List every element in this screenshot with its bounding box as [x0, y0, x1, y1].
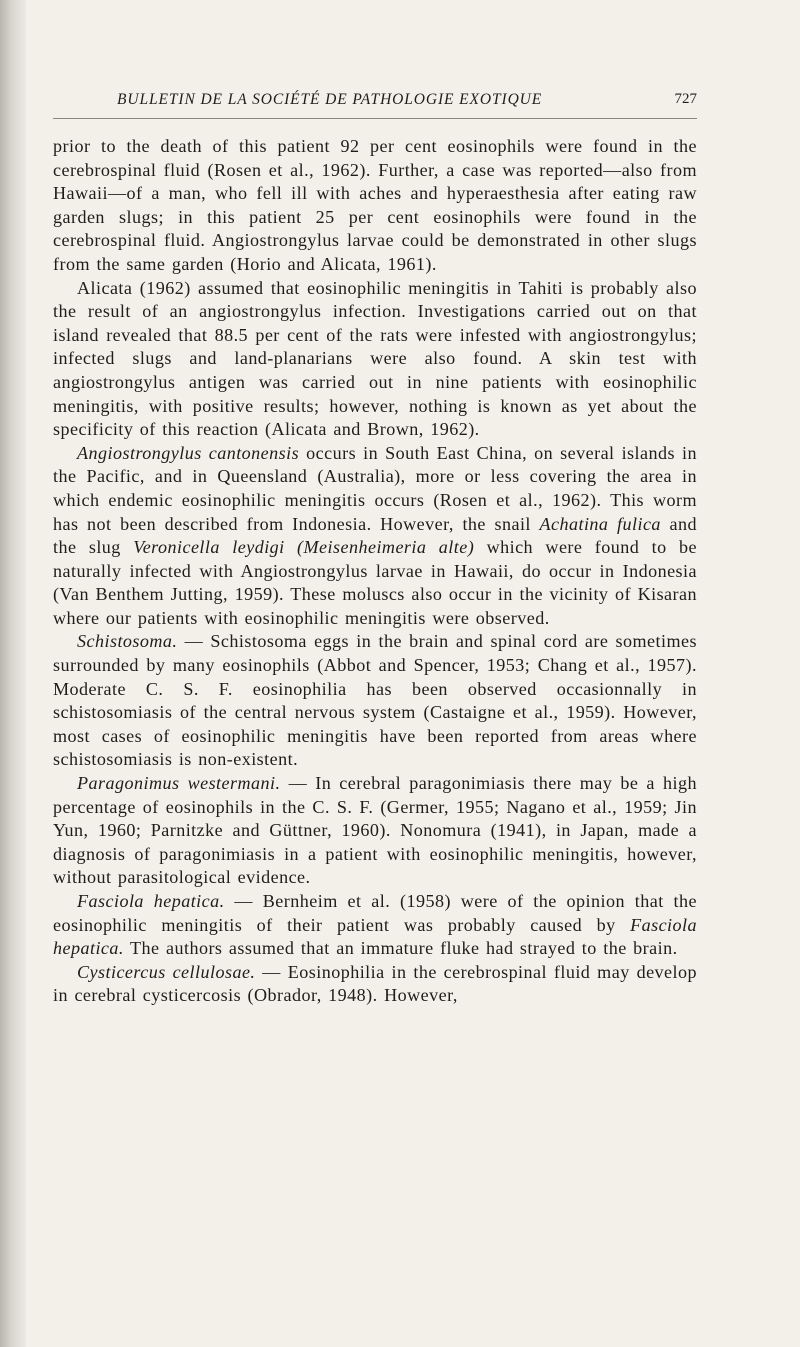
taxon-name: Angiostrongylus cantonensis: [77, 442, 300, 463]
taxon-name: Veronicella leydigi (Meisenheimeria alte): [133, 537, 475, 558]
book-spine-shadow: [0, 0, 26, 1347]
text-run: prior to the death of this patient 92 per cent eosinophils were found in the cerebrospinal fluid (Rosen et al., 1962). Further, a case was reported—also from Hawaii—of a man, who fell ill with aches and hyperaesthesia after eating raw garden slugs; in this patient 25 per cent eosinophils were found in the cerebrospinal fluid. Angiostrongylus larvae could be demonstrated in other slugs from the same garden (Horio and Alicata, 1961).: [53, 136, 697, 274]
paragraph: [53, 772, 697, 890]
text-run: — Schistosoma eggs in the brain and spinal cord are sometimes surrounded by many eosinophils (Abbot and Spencer, 1953; Chang et al., 1957). Moderate C. S. F. eosinophilia has been observed occasionnally in schistosomiasis of the central nervous system (Castaigne et al., 1959). However, most cases of eosinophilic meningitis have been reported from areas where schistosomiasis is non-existent.: [53, 631, 697, 770]
text-run: — Eosinophilia in the cerebrospinal fluid may develop in cerebral cysticercosis (Obrador, 1948). However,: [53, 961, 697, 1006]
taxon-name: Fasciola hepatica.: [53, 914, 697, 959]
paragraph: [53, 277, 697, 442]
text-run: — Bernheim et al. (1958) were of the opinion that the eosinophilic meningitis of their patient was probably caused by: [53, 891, 697, 935]
paragraph: [53, 135, 697, 277]
running-header: [53, 88, 697, 119]
text-run: occurs in South East China, on several islands in the Pacific, and in Queensland (Australia), more or less covering the area in which endemic eosinophilic meningitis occurs (Rosen et al., 1962). This worm has not been described from Indonesia. However, the snail: [53, 442, 697, 534]
paragraph: [53, 442, 697, 631]
section-lead: Fasciola hepatica.: [77, 891, 225, 911]
journal-title: BULLETIN DE LA SOCIÉTÉ DE PATHOLOGIE EXOTIQUE: [117, 91, 543, 108]
section-lead: Cysticercus cellulosae.: [77, 961, 256, 982]
taxon-name: Achatina fulica: [539, 513, 661, 534]
text-run: which were found to be naturally infected with Angiostrongylus larvae in Hawaii, do occur in Indonesia (Van Benthem Jutting, 1959). These moluscs also occur in the vicinity of Kisaran where our patients with eosinophilic meningitis were observed.: [53, 537, 697, 628]
text-run: — In cerebral paragonimiasis there may be a high percentage of eosinophils in the C. S. F. (Germer, 1955; Nagano et al., 1959; Jin Yun, 1960; Parnitzke and Güttner, 1960). Nonomura (1941), in Japan, made a diagnosis of paragonimiasis in a patient with eosinophilic meningitis, however, without parasitological evidence.: [53, 773, 697, 888]
paragraph: [53, 961, 697, 1008]
text-run: The authors assumed that an immature fluke had strayed to the brain.: [123, 938, 678, 959]
text-run: and the slug: [53, 513, 697, 558]
document-page: [53, 88, 697, 1318]
text-run: Alicata (1962) assumed that eosinophilic meningitis in Tahiti is probably also the result of an angiostrongylus infection. Investigations carried out on that island revealed that 88.5 per cent of the rats were infested with angiostrongylus; infected slugs and land-planarians were also found. A skin test with angiostrongylus antigen was carried out in nine patients with eosinophilic meningitis, with positive results; however, nothing is known as yet about the specificity of this reaction (Alicata and Brown, 1962).: [53, 277, 697, 440]
paragraph: [53, 630, 697, 772]
paragraph: [53, 890, 697, 961]
body-text: [53, 119, 697, 1008]
section-lead: Schistosoma.: [77, 631, 178, 652]
page-number: 727: [674, 91, 697, 107]
section-lead: Paragonimus westermani.: [77, 773, 281, 794]
